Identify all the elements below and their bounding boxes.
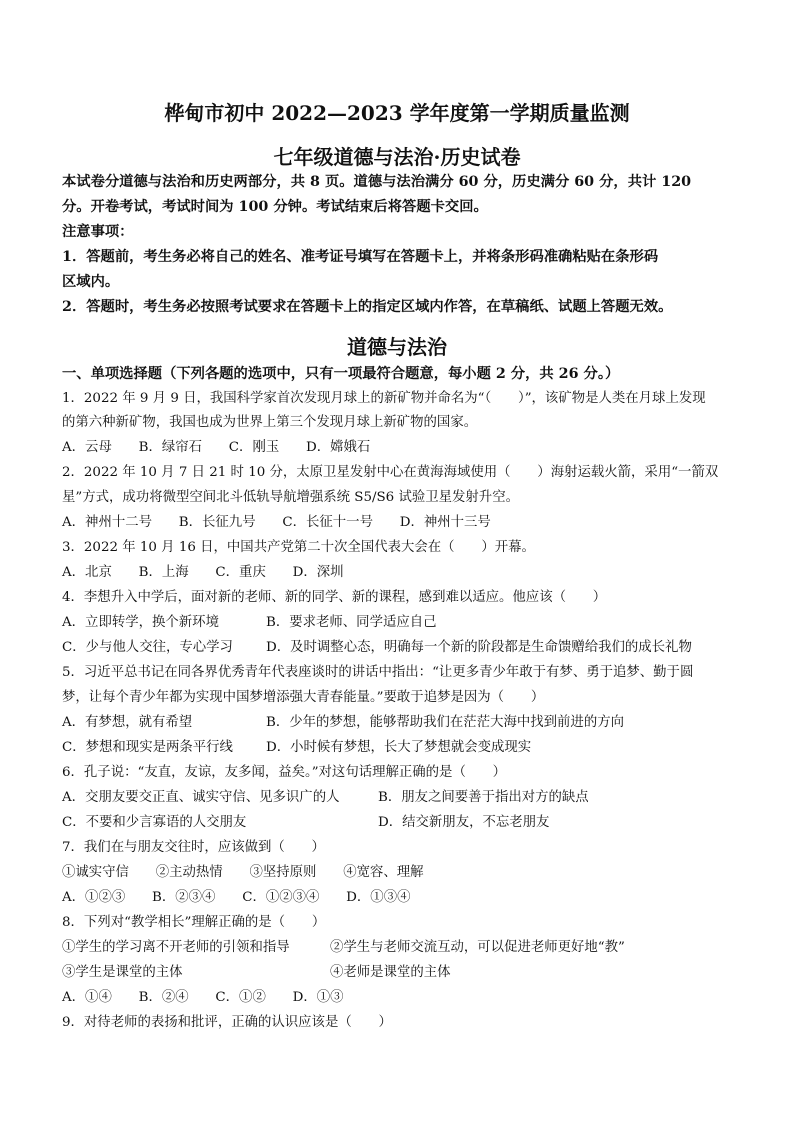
q4-option-d: D．及时调整心态，明确每一个新的阶段都是生命馈赠给我们的成长礼物 bbox=[266, 640, 692, 655]
q4-stem: 4．李想升入中学后，面对新的老师、新的同学、新的课程，感到难以适应。他应该（ ） bbox=[62, 590, 607, 605]
q6-option-b: B．朋友之间要善于指出对方的缺点 bbox=[378, 790, 589, 805]
exam-title: 桦甸市初中 2022—2023 学年度第一学期质量监测 bbox=[164, 101, 630, 125]
q6-option-d: D．结交新朋友，不忘老朋友 bbox=[378, 815, 550, 830]
part-title: 道德与法治 bbox=[347, 335, 447, 359]
q7-stem: 7．我们在与朋友交往时，应该做到（ ） bbox=[62, 840, 325, 855]
q4-option-a: A．立即转学，换个新环境 bbox=[62, 615, 219, 630]
q2-stem-b: 星”方式，成功将微型空间北斗低轨导航增强系统 S5/S6 试验卫星发射升空。 bbox=[62, 490, 519, 505]
exam-subtitle: 七年级道德与法治·历史试卷 bbox=[273, 145, 521, 169]
q6-option-a: A．交朋友要交正直、诚实守信、见多识广的人 bbox=[62, 790, 340, 805]
q1-stem-a: 1．2022 年 9 月 9 日，我国科学家首次发现月球上的新矿物并命名为“（ ）”，该矿物是人类在月球上发现 bbox=[62, 391, 706, 406]
q8-item-3: ③学生是课堂的主体 bbox=[62, 965, 183, 980]
q5-option-c: C．梦想和现实是两条平行线 bbox=[62, 740, 233, 755]
q5-option-d: D．小时候有梦想，长大了梦想就会变成现实 bbox=[266, 740, 532, 755]
q2-options: A．神州十二号 B．长征九号 C．长征十一号 D．神州十三号 bbox=[62, 515, 491, 530]
q6-stem: 6．孔子说：“友直，友谅，友多闻，益矣。”对这句话理解正确的是（ ） bbox=[62, 765, 507, 780]
q4-option-c: C．少与他人交往，专心学习 bbox=[62, 640, 233, 655]
notice-1b: 区域内。 bbox=[62, 274, 120, 290]
q5-stem-a: 5．习近平总书记在同各界优秀青年代表座谈时的讲话中指出：“让更多青少年敢于有梦、勇于追梦、勤于圆 bbox=[62, 665, 694, 680]
q5-option-a: A．有梦想，就有希望 bbox=[62, 715, 193, 730]
q7-options: A．①②③ B．②③④ C．①②③④ D．①③④ bbox=[62, 890, 411, 905]
section-heading: 一、单项选择题（下列各题的选项中，只有一项最符合题意，每小题 2 分，共 26 分。） bbox=[62, 366, 620, 382]
q4-option-b: B．要求老师、同学适应自己 bbox=[266, 615, 437, 630]
q8-options: A．①④ B．②④ C．①② D．①③ bbox=[62, 990, 344, 1005]
q6-option-c: C．不要和少言寡语的人交朋友 bbox=[62, 815, 247, 830]
intro-line-1: 本试卷分道德与法治和历史两部分，共 8 页。道德与法治满分 60 分，历史满分 60 分，共计 120 bbox=[62, 174, 692, 190]
q2-stem-a: 2．2022 年 10 月 7 日 21 时 10 分，太原卫星发射中心在黄海海域使用（ ）海射运载火箭，采用“一箭双 bbox=[62, 465, 719, 480]
notice-1a: 1．答题前，考生务必将自己的姓名、准考证号填写在答题卡上，并将条形码准确粘贴在条形码 bbox=[62, 249, 659, 265]
q8-item-4: ④老师是课堂的主体 bbox=[330, 965, 451, 980]
q9-stem: 9．对待老师的表扬和批评，正确的认识应该是（ ） bbox=[62, 1015, 392, 1030]
q8-item-1: ①学生的学习离不开老师的引领和指导 bbox=[62, 940, 290, 955]
intro-line-2: 分。开卷考试，考试时间为 100 分钟。考试结束后将答题卡交回。 bbox=[62, 199, 488, 215]
q3-options: A．北京 B．上海 C．重庆 D．深圳 bbox=[62, 565, 344, 580]
q5-option-b: B．少年的梦想，能够帮助我们在茫茫大海中找到前进的方向 bbox=[266, 715, 624, 730]
q3-stem: 3．2022 年 10 月 16 日，中国共产党第二十次全国代表大会在（ ）开幕。 bbox=[62, 540, 535, 555]
q8-item-2: ②学生与老师交流互动，可以促进老师更好地“教” bbox=[330, 940, 625, 955]
q1-stem-b: 的第六种新矿物，我国也成为世界上第三个发现月球上新矿物的国家。 bbox=[62, 415, 478, 430]
q7-items: ①诚实守信 ②主动热情 ③坚持原则 ④宽容、理解 bbox=[62, 865, 424, 880]
notice-2: 2．答题时，考生务必按照考试要求在答题卡上的指定区域内作答，在草稿纸、试题上答题无效。 bbox=[62, 299, 673, 315]
q8-stem: 8．下列对“教学相长”理解正确的是（ ） bbox=[62, 915, 326, 930]
notice-title: 注意事项： bbox=[62, 224, 134, 240]
q1-options: A．云母 B．绿帘石 C．刚玉 D．嫦娥石 bbox=[62, 440, 371, 455]
q5-stem-b: 梦，让每个青少年都为实现中国梦增添强大青春能量。”要敢于追梦是因为（ ） bbox=[62, 690, 545, 705]
